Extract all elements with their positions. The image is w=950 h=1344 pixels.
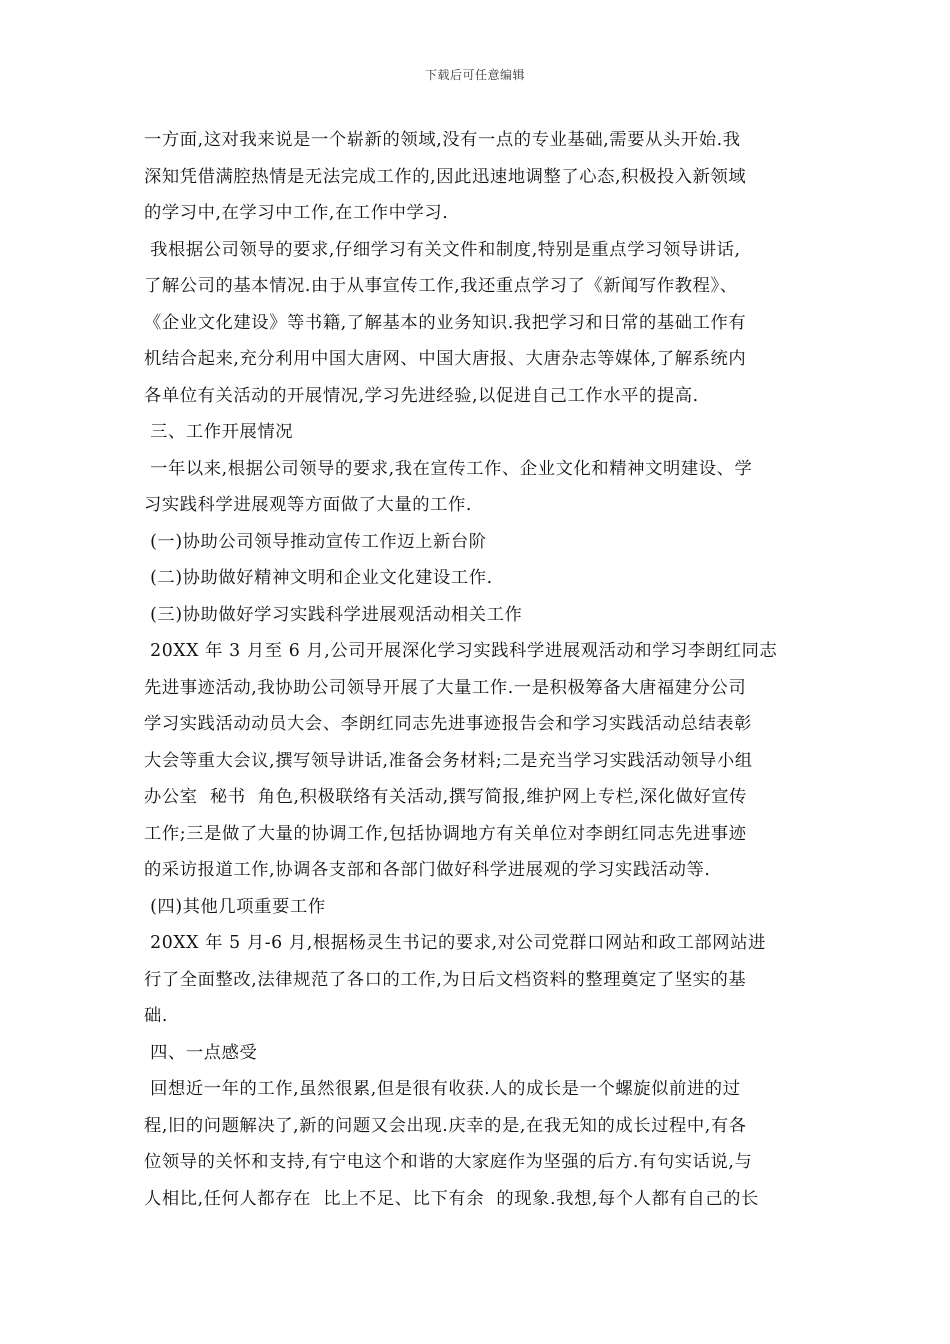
text-line: 《企业文化建设》等书籍,了解基本的业务知识.我把学习和日常的基础工作有 [144, 312, 747, 333]
text-line: 础. [144, 1006, 168, 1026]
text-line: 学习实践活动动员大会、李朗红同志先进事迹报告会和学习实践活动总结表彰 [144, 714, 752, 734]
text-line: 习实践科学进展观等方面做了大量的工作. [144, 495, 472, 515]
page-header: 下载后可任意编辑 [424, 68, 525, 82]
text-line: 一方面,这对我来说是一个崭新的领域,没有一点的专业基础,需要从头开始.我 [144, 130, 741, 150]
text-line: 20XX 年 5 月-6 月,根据杨灵生书记的要求,对公司党群口网站和政工部网站进 [144, 933, 766, 953]
text-line: 三、工作开展情况 [144, 422, 294, 442]
text-line: 办公室 秘书 角色,积极联络有关活动,撰写简报,维护网上专栏,深化做好宣传 [144, 787, 748, 807]
text-line: 的采访报道工作,协调各支部和各部门做好科学进展观的学习实践活动等. [144, 860, 711, 880]
text-line: 各单位有关活动的开展情况,学习先进经验,以促进自己工作水平的提高. [144, 385, 699, 406]
text-line: (三)协助做好学习实践科学进展观活动相关工作 [144, 604, 523, 625]
text-line: 20XX 年 3 月至 6 月,公司开展深化学习实践科学进展观活动和学习李朗红同志 [144, 641, 778, 661]
text-line: 行了全面整改,法律规范了各口的工作,为日后文档资料的整理奠定了坚实的基 [144, 969, 747, 990]
text-line: 先进事迹活动,我协助公司领导开展了大量工作.一是积极筹备大唐福建分公司 [144, 677, 747, 698]
text-line: 我根据公司领导的要求,仔细学习有关文件和制度,特别是重点学习领导讲话, [144, 239, 741, 260]
text-line: 了解公司的基本情况.由于从事宣传工作,我还重点学习了《新闻写作教程》、 [144, 276, 738, 296]
text-line: (四)其他几项重要工作 [144, 896, 326, 917]
text-line: 大会等重大会议,撰写领导讲话,准备会务材料;二是充当学习实践活动领导小组 [144, 750, 753, 771]
text-line: 深知凭借满腔热情是无法完成工作的,因此迅速地调整了心态,积极投入新领域 [144, 166, 747, 187]
text-line: 回想近一年的工作,虽然很累,但是很有收获.人的成长是一个螺旋似前进的过 [144, 1079, 741, 1099]
text-line: 工作;三是做了大量的协调工作,包括协调地方有关单位对李朗红同志先进事迹 [144, 823, 747, 844]
text-line: 位领导的关怀和支持,有宁电这个和谐的大家庭作为坚强的后方.有句实话说,与 [144, 1152, 753, 1172]
document-body [144, 122, 814, 1217]
text-line: 四、一点感受 [144, 1042, 258, 1063]
text-line: 人相比,任何人都存在 比上不足、比下有余 的现象.我想,每个人都有自己的长 [144, 1188, 759, 1209]
text-line: 程,旧的问题解决了,新的问题又会出现.庆幸的是,在我无知的成长过程中,有各 [144, 1115, 747, 1136]
text-line: 机结合起来,充分利用中国大唐网、中国大唐报、大唐杂志等媒体,了解系统内 [144, 349, 747, 369]
text-line: 的学习中,在学习中工作,在工作中学习. [144, 203, 449, 223]
text-line: (二)协助做好精神文明和企业文化建设工作. [144, 568, 493, 588]
text-line: 一年以来,根据公司领导的要求,我在宣传工作、企业文化和精神文明建设、学 [144, 458, 753, 479]
text-line: (一)协助公司领导推动宣传工作迈上新台阶 [144, 531, 487, 552]
